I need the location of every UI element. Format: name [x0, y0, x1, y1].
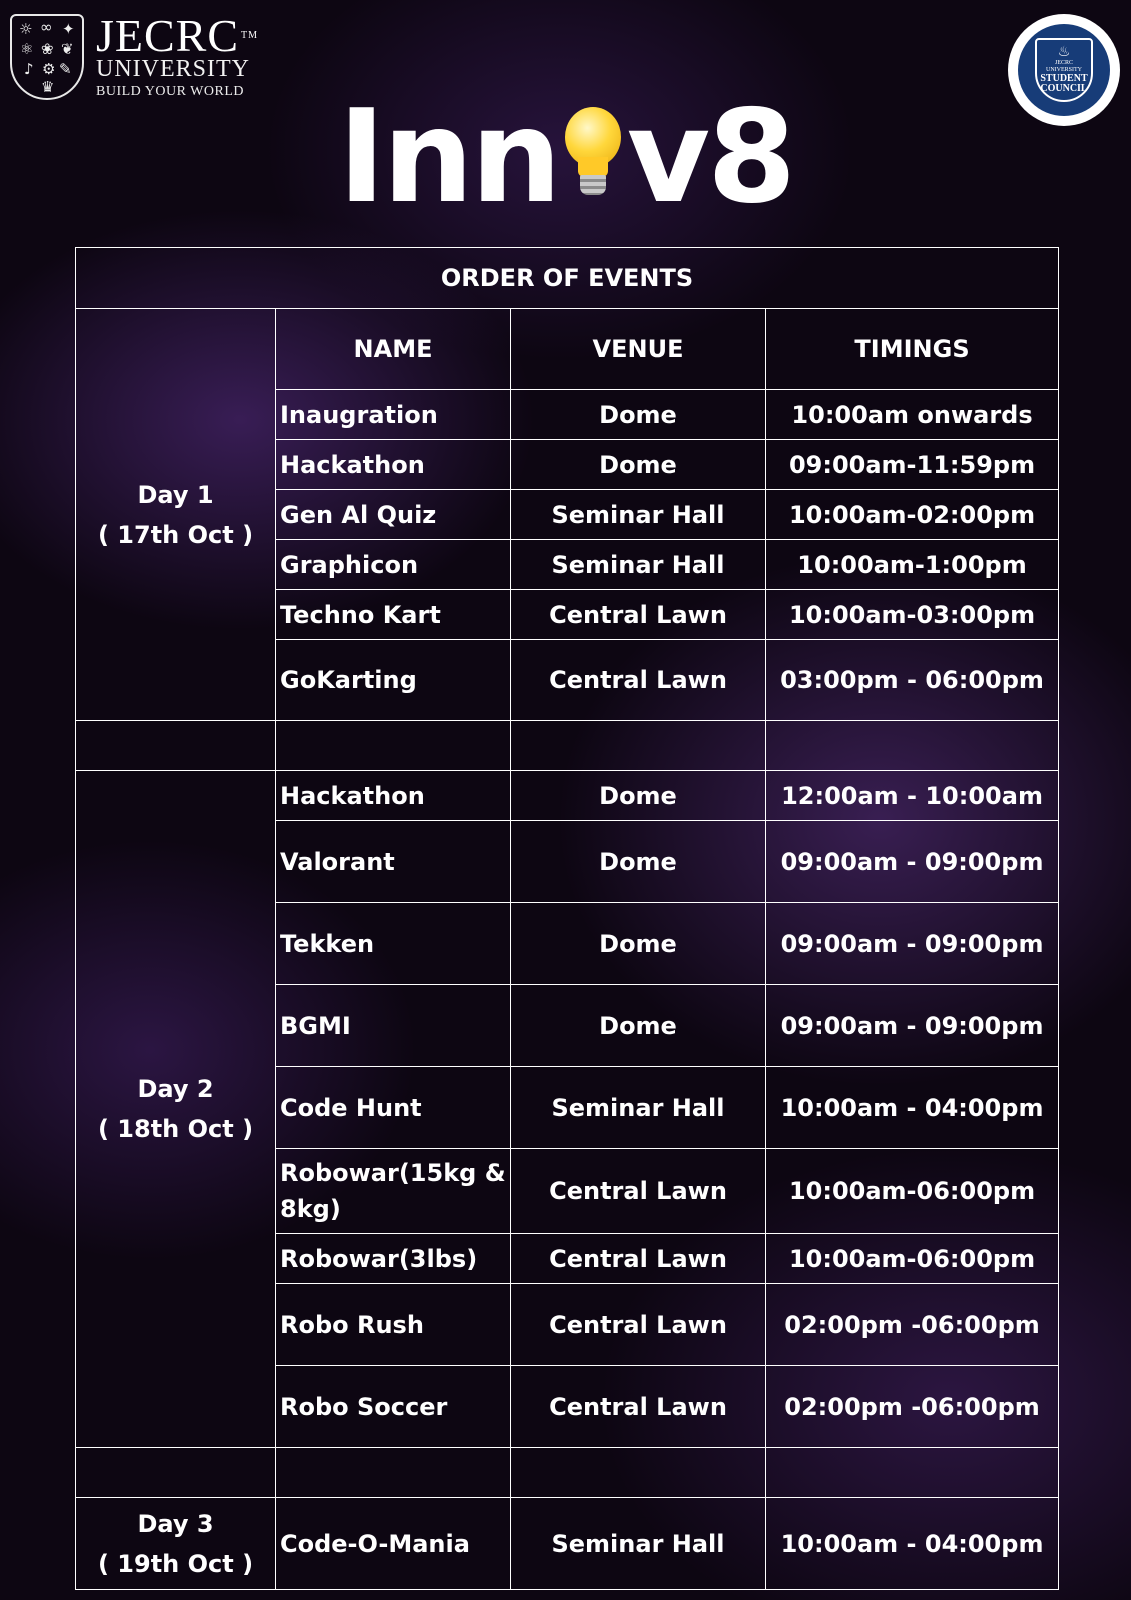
event-name: Gen Al Quiz	[276, 490, 511, 540]
university-tagline: BUILD YOUR WORLD	[96, 84, 244, 99]
event-name: BGMI	[276, 985, 511, 1067]
day-date: ( 17th Oct )	[97, 520, 254, 549]
day-label: Day 1	[137, 480, 214, 509]
event-name: Robo Soccer	[276, 1366, 511, 1448]
book-icon: ✎	[59, 60, 72, 78]
flower-icon: ❀	[41, 40, 54, 58]
event-timing: 12:00am - 10:00am	[766, 771, 1059, 821]
event-timing: 10:00am - 04:00pm	[766, 1498, 1059, 1590]
event-venue: Dome	[511, 440, 766, 490]
star-icon: ✦	[62, 20, 75, 38]
event-timing: 10:00am onwards	[766, 390, 1059, 440]
spacer-cell	[511, 721, 766, 771]
event-name: Code Hunt	[276, 1067, 511, 1149]
spacer-row	[76, 1448, 1059, 1498]
table-title: ORDER OF EVENTS	[76, 248, 1059, 309]
event-timing: 09:00am - 09:00pm	[766, 903, 1059, 985]
event-venue: Dome	[511, 903, 766, 985]
event-venue: Central Lawn	[511, 640, 766, 721]
table-row	[76, 1498, 1059, 1590]
day-date: ( 18th Oct )	[97, 1115, 254, 1143]
university-name	[96, 10, 259, 61]
spacer-cell	[76, 1448, 276, 1498]
torch-icon: ♨	[1057, 45, 1071, 60]
event-venue: Seminar Hall	[511, 540, 766, 590]
day-cell	[76, 309, 276, 721]
lightbulb-icon	[561, 105, 625, 205]
event-title-part1: Inn	[337, 83, 559, 232]
event-timing: 10:00am-03:00pm	[766, 590, 1059, 640]
event-timing: 02:00pm -06:00pm	[766, 1284, 1059, 1366]
event-name: Valorant	[276, 821, 511, 903]
event-venue: Central Lawn	[511, 1284, 766, 1366]
event-venue: Seminar Hall	[511, 490, 766, 540]
day-cell	[76, 1498, 276, 1590]
event-timing: 10:00am - 04:00pm	[766, 1067, 1059, 1149]
event-title	[0, 83, 1131, 232]
event-name: Robo Rush	[276, 1284, 511, 1366]
event-timing: 10:00am-06:00pm	[766, 1149, 1059, 1234]
music-icon: ♪	[24, 60, 34, 78]
day-label: Day 2	[137, 1075, 214, 1103]
council-badge-top-text: JECRC UNIVERSITY	[1046, 60, 1082, 73]
event-venue: Central Lawn	[511, 1234, 766, 1284]
event-name: Hackathon	[276, 771, 511, 821]
column-header-venue: VENUE	[511, 309, 766, 390]
event-venue: Seminar Hall	[511, 1498, 766, 1590]
spacer-cell	[276, 721, 511, 771]
event-name: Techno Kart	[276, 590, 511, 640]
university-name-text: JECRC	[96, 10, 240, 61]
event-venue: Central Lawn	[511, 590, 766, 640]
trademark: TM	[241, 30, 259, 41]
column-header-name: NAME	[276, 309, 511, 390]
event-venue: Dome	[511, 771, 766, 821]
event-timing: 10:00am-1:00pm	[766, 540, 1059, 590]
event-timing: 10:00am-02:00pm	[766, 490, 1059, 540]
spacer-cell	[766, 1448, 1059, 1498]
event-name: Inaugration	[276, 390, 511, 440]
infinity-icon: ∞	[40, 18, 53, 36]
event-title-part2: v8	[626, 83, 794, 232]
day-label: Day 3	[137, 1509, 214, 1538]
leaf-icon: ❦	[61, 40, 74, 58]
event-timing: 09:00am - 09:00pm	[766, 821, 1059, 903]
event-venue: Central Lawn	[511, 1366, 766, 1448]
schedule-table	[75, 247, 1059, 1590]
gear-icon: ⚙	[42, 60, 56, 78]
table-row	[76, 771, 1059, 821]
event-name: Robowar(3lbs)	[276, 1234, 511, 1284]
event-timing: 10:00am-06:00pm	[766, 1234, 1059, 1284]
column-header-timings: TIMINGS	[766, 309, 1059, 390]
event-venue: Central Lawn	[511, 1149, 766, 1234]
trophy-icon: ♛	[41, 78, 55, 96]
event-name: GoKarting	[276, 640, 511, 721]
council-badge-main-text-2: COUNCIL	[1040, 83, 1088, 94]
event-timing: 02:00pm -06:00pm	[766, 1366, 1059, 1448]
day-date: ( 19th Oct )	[97, 1549, 254, 1578]
sun-icon: ☼	[19, 20, 33, 38]
table-header-row	[76, 309, 1059, 390]
spacer-cell	[511, 1448, 766, 1498]
spacer-row	[76, 721, 1059, 771]
event-venue: Seminar Hall	[511, 1067, 766, 1149]
council-badge-main-text-1: STUDENT	[1040, 73, 1088, 84]
university-sub: UNIVERSITY	[96, 56, 250, 82]
event-name: Code-O-Mania	[276, 1498, 511, 1590]
event-name: Hackathon	[276, 440, 511, 490]
day-cell	[76, 771, 276, 1448]
event-venue: Dome	[511, 821, 766, 903]
spacer-cell	[766, 721, 1059, 771]
atom-icon: ⚛	[20, 40, 34, 58]
event-timing: 09:00am - 09:00pm	[766, 985, 1059, 1067]
event-name: Graphicon	[276, 540, 511, 590]
event-name: Robowar(15kg & 8kg)	[276, 1149, 511, 1234]
spacer-cell	[276, 1448, 511, 1498]
event-timing: 09:00am-11:59pm	[766, 440, 1059, 490]
event-timing: 03:00pm - 06:00pm	[766, 640, 1059, 721]
event-venue: Dome	[511, 390, 766, 440]
event-venue: Dome	[511, 985, 766, 1067]
spacer-cell	[76, 721, 276, 771]
event-name: Tekken	[276, 903, 511, 985]
